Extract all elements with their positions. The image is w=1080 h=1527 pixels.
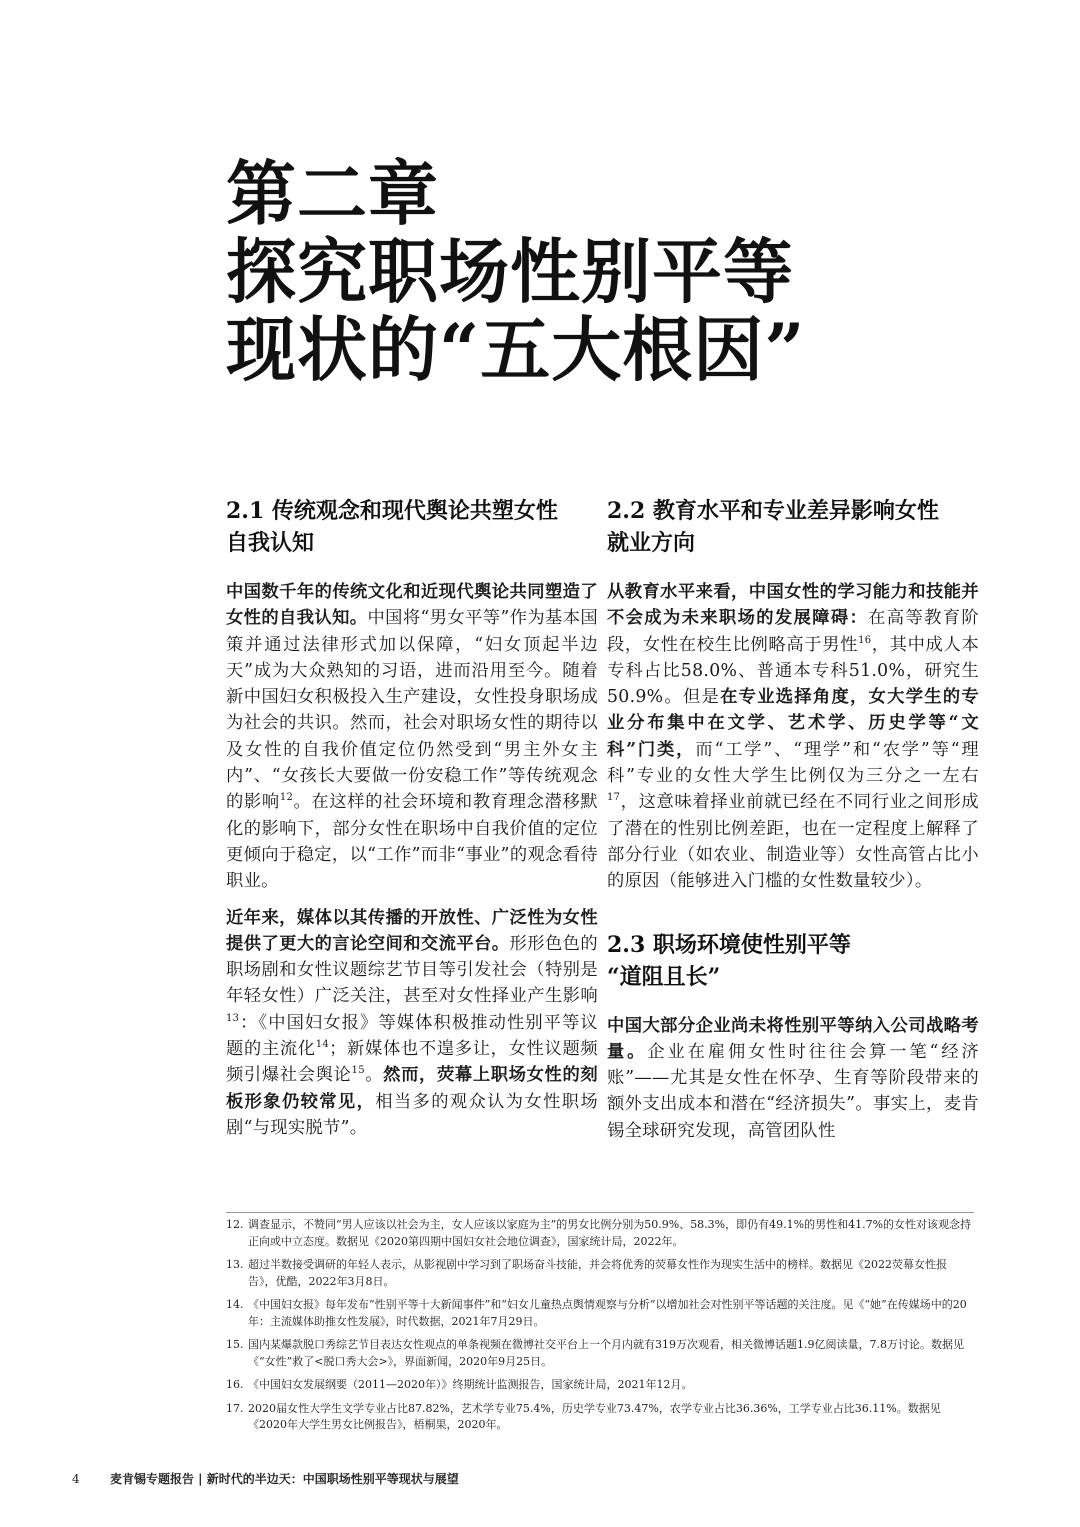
body-text: 。在这样的社会环境和教育理念潜移默化的影响下，部分女性在职场中自我价值的定位更倾向于稳定，以“工作”而非“事业”的观念看待职业。	[226, 792, 598, 892]
key-statement: 在专业选择角度，女大学生的专业分布集中在文学、艺术学、历史学等“文科”门类，	[607, 687, 979, 760]
section-2-1-heading	[226, 495, 598, 559]
footnote-ref[interactable]: 16	[858, 634, 872, 646]
footnote-number: 16.	[226, 1378, 244, 1391]
body-text: ，其中成人本专科占比58.0%、普通本专科51.0%，研究生50.9%。但是	[607, 634, 979, 708]
body-text: 企业在雇佣女性时往往会算一笔“经济账”——尤其是女性在怀孕、生育等阶段带来的额外支出成本和潜在“经济损失”。事实上，麦肯锡全球研究发现，高管团队性	[607, 1041, 979, 1141]
report-title: 麦肯锡专题报告 | 新时代的半边天：中国职场性别平等现状与展望	[110, 1472, 459, 1486]
footnote-number: 15.	[226, 1338, 244, 1351]
footnote-text: 调查显示，不赞同“男人应该以社会为主，女人应该以家庭为主”的男女比例分别为50.9%、58.3%，即仍有49.1%的男性和41.7%的女性对该观念持正向或中立态度。数据见《2020第四期中国妇女社会地位调查》，国家统计局，2022年。	[248, 1218, 972, 1248]
footnote-item	[226, 1377, 974, 1394]
key-statement: 近年来，媒体以其传播的开放性、广泛性为女性提供了更大的言论空间和交流平台。	[226, 907, 598, 954]
body-text: ：《中国妇女报》等媒体积极推动性别平等议题的主流化	[226, 1012, 598, 1060]
footnote-ref[interactable]: 14	[315, 1039, 330, 1051]
footnote-item	[226, 1337, 974, 1370]
key-statement: 从教育水平来看，中国女性的学习能力和技能并不会成为未来职场的发展障碍：	[607, 582, 979, 629]
footnote-text: 国内某爆款脱口秀综艺节目表达女性观点的单条视频在微博社交平台上一个月内就有319万次观看，相关微博话题1.9亿阅读量，7.8万讨论。数据见《“女性”救了<脱口秀大会>》，界面新闻，2020年9月25日。	[248, 1338, 964, 1368]
section-2-3-heading	[607, 929, 979, 993]
section-2-2-paragraph-1	[607, 579, 979, 895]
footnote-item	[226, 1297, 974, 1330]
section-2-2-heading-line2: 就业方向	[607, 530, 696, 556]
body-text: 相当多的观众认为女性职场剧“与现实脱节”。	[226, 1091, 598, 1138]
footnote-item	[226, 1401, 974, 1434]
section-2-1-heading-line2: 自我认知	[226, 530, 315, 556]
footnotes	[226, 1212, 974, 1441]
footnote-number: 17.	[226, 1401, 244, 1415]
page-number: 4	[72, 1472, 80, 1486]
key-statement: 然而，荧幕上职场女性的刻板形象仍较常见，	[226, 1065, 598, 1112]
footnote-item	[226, 1257, 974, 1290]
section-2-3-heading-line2: “道阻且长”	[607, 963, 721, 990]
body-text: ；新媒体也不遑多让，女性议题频频引爆社会舆论	[226, 1039, 598, 1086]
footnote-text: 《中国妇女发展纲要（2011—2020年）》终期统计监测报告，国家统计局，2021年12月。	[248, 1378, 693, 1391]
chapter-title-line3: 现状的“五大根因”	[226, 308, 806, 391]
body-text: ，这意味着择业前就已经在不同行业之间形成了潜在的性别比例差距，也在一定程度上解释了部分行业（如农业、制造业等）女性高管占比小的原因（能够进入门槛的女性数量较少）。	[607, 792, 979, 892]
footnote-ref[interactable]: 15	[351, 1065, 365, 1077]
chapter-title-line1: 第二章	[226, 152, 439, 235]
section-2-1-paragraph-1	[226, 579, 598, 895]
footnote-ref[interactable]: 12	[279, 792, 294, 804]
key-statement: 中国数千年的传统文化和近现代舆论共同塑造了女性的自我认知。	[226, 582, 598, 629]
section-2-1-paragraph-2	[226, 905, 598, 1142]
footnote-ref[interactable]: 13	[226, 1012, 240, 1024]
footnote-number: 14.	[226, 1298, 244, 1311]
footnote-ref[interactable]: 17	[607, 792, 621, 804]
footnote-item	[226, 1217, 974, 1250]
footnote-text: 超过半数接受调研的年轻人表示，从影视剧中学习到了职场奋斗技能，并会将优秀的荧幕女性作为现实生活中的榜样。数据见《2022荧幕女性报告》，优酷，2022年3月8日。	[248, 1258, 947, 1288]
footnote-text: 2020届女性大学生文学专业占比87.82%，艺术学专业75.4%，历史学专业73.47%，农学专业占比36.36%，工学专业占比36.11%。数据见《2020年大学生男女比例报告》，梧桐果，2020年。	[248, 1401, 941, 1431]
body-text: 而“工学”、“理学”和“农学”等“理科”专业的女性大学生比例仅为三分之一左右	[607, 739, 979, 787]
body-text: 。	[364, 1065, 384, 1086]
section-2-1-heading-line1: 2.1 传统观念和现代舆论共塑女性	[226, 498, 558, 524]
left-column	[226, 495, 598, 1151]
key-statement: 中国大部分企业尚未将性别平等纳入公司战略考量。	[607, 1015, 979, 1062]
page-footer	[72, 1470, 459, 1487]
section-2-2-heading	[607, 495, 979, 559]
chapter-title	[226, 152, 806, 391]
section-2-3-paragraph-1	[607, 1013, 979, 1144]
section-2-3-heading-line1: 2.3 职场环境使性别平等	[607, 931, 851, 958]
body-text: 形形色色的职场剧和女性议题综艺节目等引发社会（特别是年轻女性）广泛关注，甚至对女性择业产生影响	[226, 933, 598, 1007]
footnote-number: 13.	[226, 1258, 244, 1271]
section-2-2-heading-line1: 2.2 教育水平和专业差异影响女性	[607, 498, 939, 524]
footnote-number: 12.	[226, 1218, 244, 1231]
chapter-title-line2: 探究职场性别平等	[226, 230, 794, 313]
body-text: 在高等教育阶段，女性在校生比例略高于男性	[607, 608, 979, 655]
right-column	[607, 495, 979, 1154]
footnote-text: 《中国妇女报》每年发布“性别平等十大新闻事件”和“妇女儿童热点舆情观察与分析”以增加社会对性别平等话题的关注度。见《“她”在传媒场中的20年：主流媒体助推女性发展》，时代数据，2021年7月29日。	[248, 1298, 967, 1328]
body-text: 中国将“男女平等”作为基本国策并通过法律形式加以保障，“妇女顶起半边天”成为大众熟知的习语，进而沿用至今。随着新中国妇女积极投入生产建设，女性投身职场成为社会的共识。然而，社会对职场女性的期待以及女性的自我价值定位仍然受到“男主外女主内”、“女孩长大要做一份安稳工作”等传统观念的影响	[226, 608, 598, 813]
